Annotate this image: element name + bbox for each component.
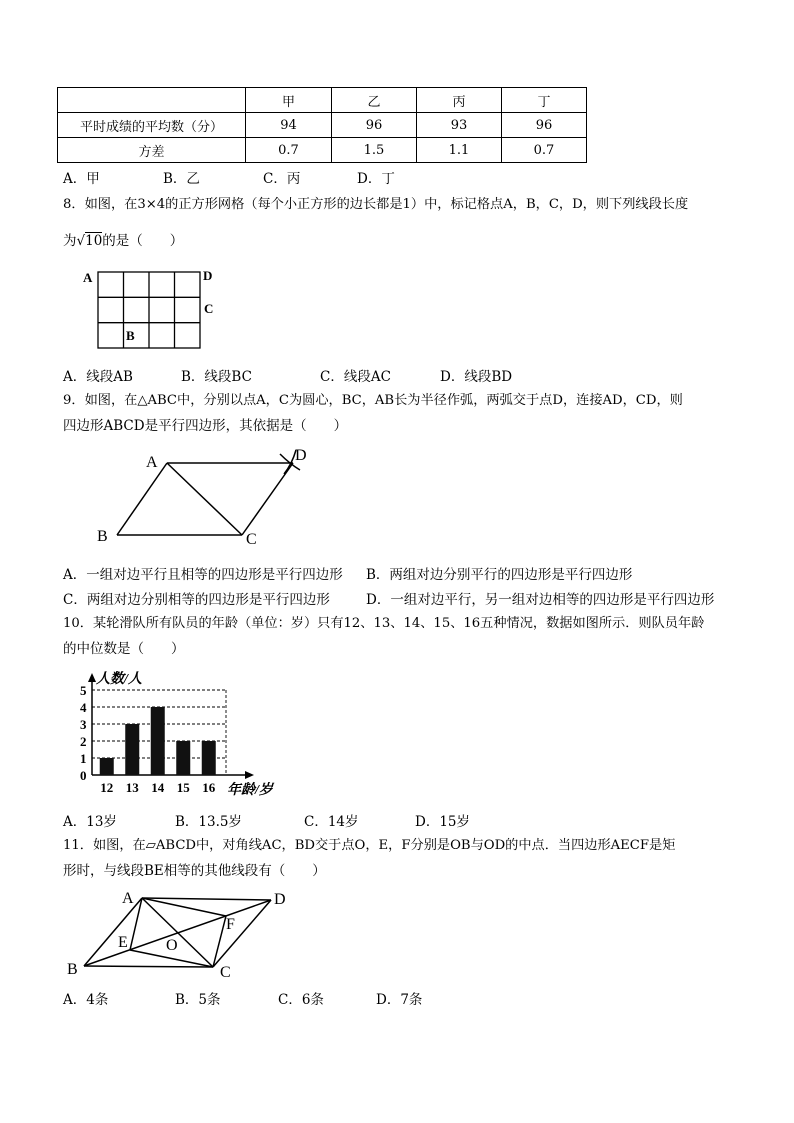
table-cell: 96 [332,113,417,138]
q8-text: 为 [63,233,77,249]
point-label-c: C [246,531,257,548]
q7-option-b[interactable]: B．乙 [163,171,200,187]
table-cell: 乙 [332,88,417,113]
table-cell: 甲 [246,88,332,113]
q7-option-d[interactable]: D．丁 [357,171,395,187]
q8-stem-line1: 8．如图，在3×4的正方形网格（每个小正方形的边长都是1）中，标记格点A，B，C，D，则下列线段长度 [63,197,689,212]
q10-option-c[interactable]: C．14岁 [304,814,359,830]
table-cell: 1.1 [417,138,502,163]
q10-option-b[interactable]: B．13.5岁 [175,814,242,830]
table-header-row [58,88,587,113]
q8-grid-figure [80,262,220,354]
bar [202,741,216,775]
table-row [58,138,587,163]
y-tick-label: 5 [80,683,87,698]
q10-stem-line1: 10．某轮滑队所有队员的年龄（单位：岁）只有12、13、14、15、16五种情况，数据如图所示．则队员年龄 [63,616,705,631]
point-label-d: D [274,891,286,908]
x-tick-label: 14 [151,780,165,795]
x-axis-label: 年龄/岁 [227,783,273,798]
q11-parallelogram-figure [60,884,300,984]
chart-x-ticks [100,780,216,795]
y-tick-label: 4 [80,700,87,715]
y-axis-arrow [88,673,96,682]
q9-parallelogram-figure [90,440,330,550]
q9-option-c[interactable]: C．两组对边分别相等的四边形是平行四边形 [63,592,330,608]
q11-stem-line2: 形时，与线段BE相等的其他线段有（ ） [63,863,326,879]
q10-stem-line2: 的中位数是（ ） [63,641,185,657]
point-label-e: E [118,934,128,951]
point-label-o: O [166,937,178,954]
q8-option-a[interactable]: A．线段AB [63,369,133,385]
table-cell: 方差 [58,138,246,163]
parallelogram-lines [84,898,271,967]
point-label-f: F [226,916,235,933]
point-label-a: A [122,890,134,907]
table-cell: 1.5 [332,138,417,163]
bar [151,707,165,775]
bar [176,741,190,775]
x-tick-label: 15 [176,780,190,795]
q8-option-c[interactable]: C．线段AC [320,369,391,385]
table-cell: 丙 [417,88,502,113]
q11-option-b[interactable]: B．5条 [175,992,221,1008]
q10-option-d[interactable]: D．15岁 [415,814,471,830]
table-cell [58,88,246,113]
q11-option-c[interactable]: C．6条 [278,992,324,1008]
q8-option-d[interactable]: D．线段BD [440,369,513,385]
q9-option-d[interactable]: D．一组对边平行，另一组对边相等的四边形是平行四边形 [366,592,715,608]
table-row [58,113,587,138]
y-tick-label: 3 [80,717,87,732]
q11-stem-line1: 11．如图，在▱ABCD中，对角线AC，BD交于点O，E，F分别是OB与OD的中点．当四边形AECF是矩 [63,838,676,853]
q8-stem-line2 [63,229,183,249]
x-tick-label: 12 [100,780,114,795]
q11-option-d[interactable]: D．7条 [376,992,423,1008]
q11-option-a[interactable]: A．4条 [63,992,109,1008]
sqrt-sign: √ [76,233,86,249]
score-table [57,87,587,163]
table-cell: 93 [417,113,502,138]
point-label-a: A [146,454,158,471]
point-label-d: D [295,447,307,464]
chart-y-ticks [80,683,87,783]
table-cell: 丁 [502,88,587,113]
q8-text: 的是（ ） [102,233,184,249]
x-axis-arrow [245,771,254,779]
point-label-a: A [83,270,93,285]
y-tick-label: 0 [80,768,87,783]
q10-option-a[interactable]: A．13岁 [63,814,117,830]
point-label-c: C [220,964,231,981]
y-tick-label: 2 [80,734,87,749]
x-tick-label: 16 [202,780,216,795]
q9-option-b[interactable]: B．两组对边分别平行的四边形是平行四边形 [366,567,633,583]
q8-option-b[interactable]: B．线段BC [181,369,252,385]
parallelogram-lines [117,450,300,535]
q9-stem-line2: 四边形ABCD是平行四边形，其依据是（ ） [63,418,348,434]
sqrt-radicand: 10 [85,233,103,249]
point-label-d: D [203,268,213,283]
table-cell: 0.7 [246,138,332,163]
table-cell: 平时成绩的平均数（分） [58,113,246,138]
q7-option-a[interactable]: A．甲 [63,171,100,187]
q9-option-a[interactable]: A．一组对边平行且相等的四边形是平行四边形 [63,567,343,583]
table-cell: 0.7 [502,138,587,163]
q9-stem-line1: 9．如图，在△ABC中，分别以点A，C为圆心，BC，AB长为半径作弧，两弧交于点D，连接AD，CD，则 [63,393,683,408]
grid-lines [98,272,200,348]
age-bar-chart [62,664,292,804]
table-cell: 96 [502,113,587,138]
y-tick-label: 1 [80,751,87,766]
chart-axes [92,678,247,775]
q7-option-c[interactable]: C．丙 [263,171,301,187]
x-tick-label: 13 [125,780,139,795]
y-axis-label: 人数/人 [96,672,142,687]
point-label-b: B [126,328,135,343]
bar [100,758,114,775]
bar [125,724,139,775]
point-label-b: B [67,961,78,978]
point-label-c: C [204,301,214,316]
table-cell: 94 [246,113,332,138]
point-label-b: B [97,528,108,545]
